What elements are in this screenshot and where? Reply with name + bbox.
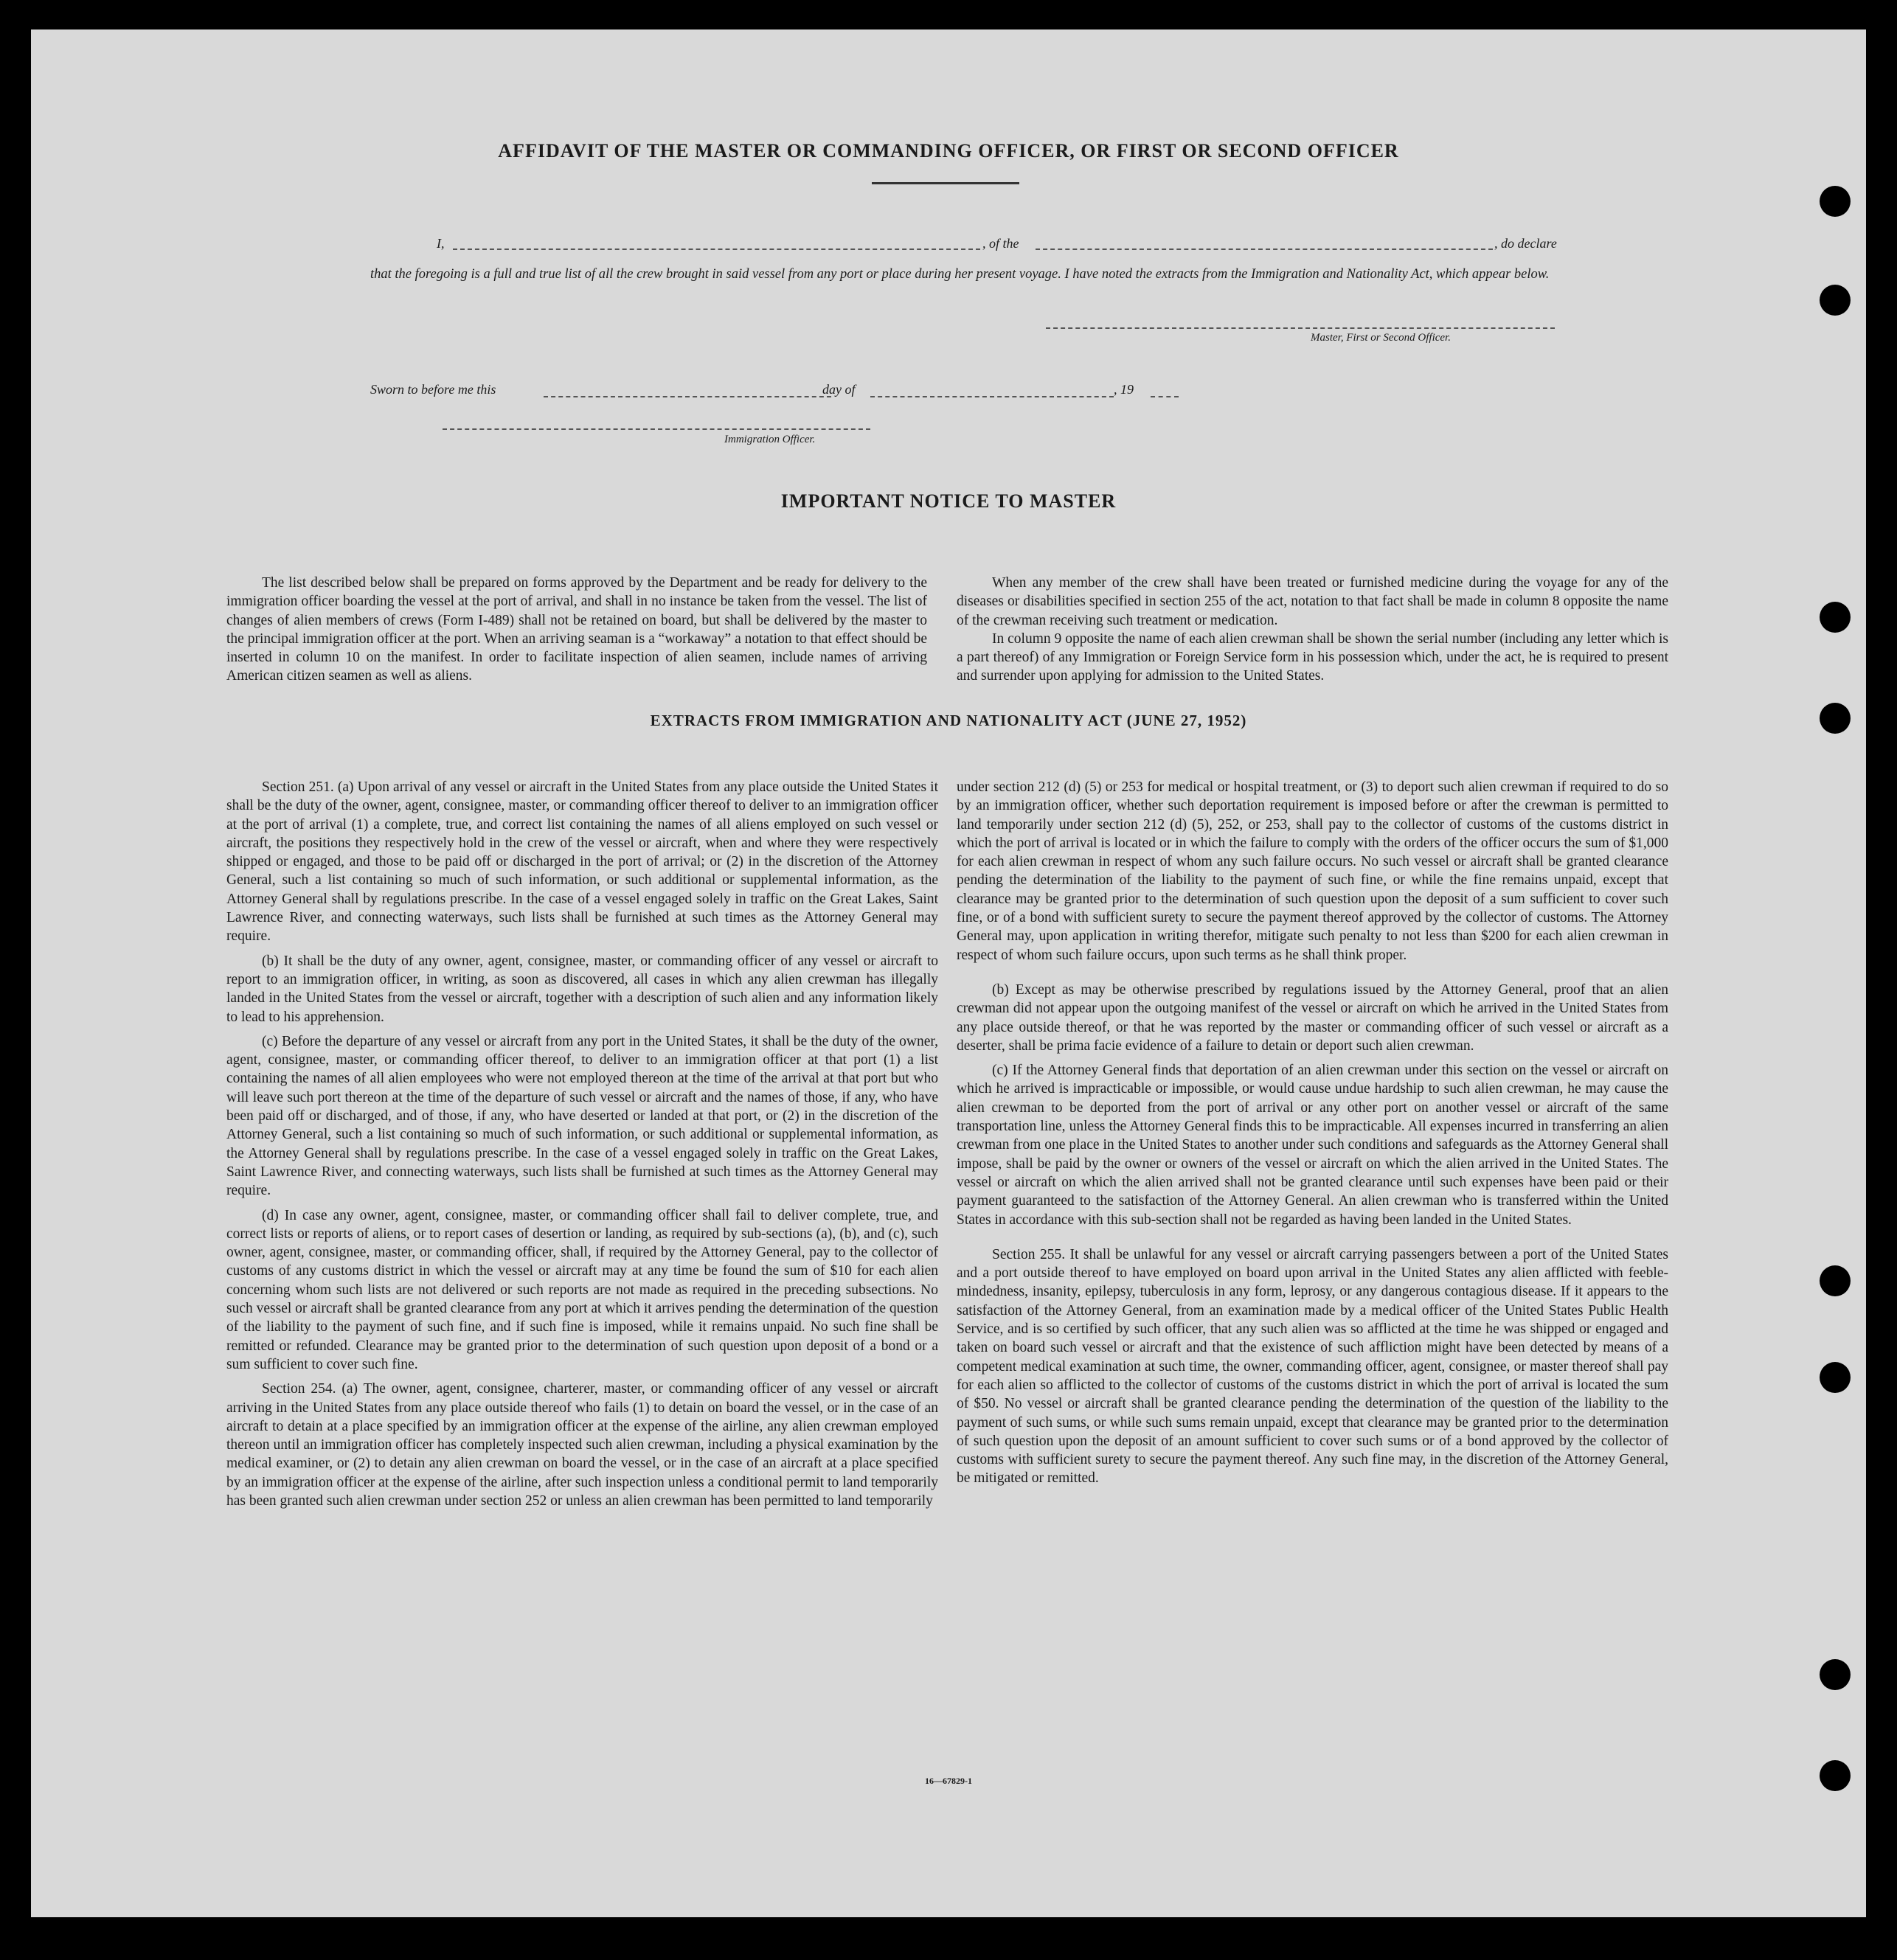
year-label: , 19	[1114, 382, 1134, 397]
section-251-d: (d) In case any owner, agent, consignee, master, or commanding officer shall fail to deliver complete, true, and correct lists or reports of aliens, or to report cases of desertion or landing, as required by sub-sections (a), (b), and (c), such owner, agent, consignee, master, or commanding officer, shall, if required by the Attorney General, pay to the collector of customs of any customs district in which the vessel or aircraft may at any time be found the sum of $10 for each alien concerning whom such lists are not delivered or such reports are not made as required in the preceding subsections. No such vessel or aircraft shall be granted clearance from any port at which it arrives pending the determination of the question of the liability to the payment of such fine, and if such fine is imposed, while it remains unpaid. No such fine shall be remitted or refunded. Clearance may be granted prior to the determination of such question upon deposit of a bond or a sum sufficient to cover such fine.	[226, 1207, 938, 1372]
title-underline	[872, 181, 1019, 184]
section-254-a: Section 254. (a) The owner, agent, consignee, charterer, master, or commanding officer of any vessel or aircraft arriving in the United States from any place outside thereof who fails (1) to detain on board the vessel, or in the case of an aircraft to detain at a place specified by an immigration officer at the expense of the airline, any alien crewman employed thereon until an immigration officer has completely inspected such alien crewman, including a physical examination by the medical examiner, or (2) to detain any alien crewman on board the vessel, or in the case of an aircraft at a place specified by an immigration officer at the expense of the airline, after such inspection unless a conditional permit to land temporarily has been granted such alien crewman under section 252 or unless an alien crewman has been permitted to land temporarily	[226, 1381, 938, 1509]
sworn-label: Sworn to before me this	[370, 382, 496, 397]
master-signature-line[interactable]	[1046, 327, 1555, 329]
section-251-c: (c) Before the departure of any vessel or aircraft from any port in the United States, it shall be the duty of the owner, agent, consignee, master, or commanding officer thereof, to deliver to an immigration officer at that port (1) a list containing the names of all alien employees who were not employed thereon at the time of the arrival at that port but who will leave such port thereon at the time of the departure of such vessel or aircraft and the names of those, if any, who have been paid off or discharged, and of those, if any, who have deserted or landed at that port, or (2) in the discretion of the Attorney General, such a list containing so much of such information, or such additional or supplemental information, as the Attorney General shall by regulations prescribe. In the case of a vessel engaged solely in traffic on the Great Lakes, Saint Lawrence River, and connecting waterways, such lists shall be furnished at such times as the Attorney General may require.	[226, 1033, 938, 1199]
punch-hole	[1820, 1659, 1851, 1690]
of-the-label: , of the	[982, 236, 1019, 251]
notice-title: IMPORTANT NOTICE TO MASTER	[780, 490, 1117, 512]
master-signature-label: Master, First or Second Officer.	[1311, 332, 1451, 344]
punch-hole	[1820, 602, 1851, 633]
day-of-label: day of	[822, 382, 856, 397]
year-field-line[interactable]	[1151, 395, 1179, 397]
notice-right-column	[957, 574, 1668, 686]
vessel-field-line[interactable]	[1036, 248, 1493, 250]
i-label: I,	[437, 236, 445, 251]
officer-signature-line[interactable]	[443, 428, 870, 430]
name-field-line[interactable]	[453, 248, 980, 250]
declaration-block	[370, 236, 1584, 288]
punch-hole	[1820, 285, 1851, 316]
do-declare-label: , do declare	[1494, 236, 1557, 251]
month-field-line[interactable]	[870, 395, 1114, 397]
notice-right-paragraph-2: In column 9 opposite the name of each alien crewman shall be shown the serial number (including any letter which is a part thereof) of any Immigration or Foreign Service form in his possession which, under the act, he is required to present and surrender upon applying for admission to the United States.	[957, 630, 1668, 684]
punch-hole	[1820, 186, 1851, 217]
section-251-a: Section 251. (a) Upon arrival of any vessel or aircraft in the United States from any place outside the United States it shall be the duty of the owner, agent, consignee, master, or commanding officer thereof to deliver to an immigration officer at the port of arrival (1) a complete, true, and correct list containing the names of all aliens employed on such vessel or aircraft, the positions they respectively hold in the crew of the vessel or aircraft, when and where they were respectively shipped or engaged, and those to be paid off or discharged in the port of arrival; or (2) in the discretion of the Attorney General, such a list containing so much of such information, or such additional or supplemental information, as the Attorney General shall by regulations prescribe. In the case of a vessel engaged solely in traffic on the Great Lakes, Saint Lawrence River, and connecting waterways, such lists shall be furnished at such times as the Attorney General may require.	[226, 779, 938, 945]
section-255: Section 255. It shall be unlawful for any vessel or aircraft carrying passengers between a port of the United States and a port outside thereof to have employed on board upon arrival in the United States any alien afflicted with feeble-mindedness, insanity, epilepsy, tuberculosis in any form, leprosy, or any dangerous contagious disease. If it appears to the satisfaction of the Attorney General, from an examination made by a medical officer of the United States Public Health Service, and is so certified by such officer, that any such alien was so afflicted at the time he was shipped or engaged and taken on board such vessel or aircraft and that the existence of such affliction might have been detected by means of a competent medical examination at such time, the owner, commanding officer, agent, consignee, or master thereof shall pay for each alien so afflicted to the collector of customs of the customs district in which the port of arrival is located the sum of $50. No vessel or aircraft shall be granted clearance pending the determination of the question of the liability to the payment of such sums, or while such sums remain unpaid, except that clearance may be granted prior to the determination of such question upon the deposit of an amount sufficient to cover such sums or of a bond approved by the collector of customs with sufficient surety to secure the payment thereof. Any such fine may, in the discretion of the Attorney General, be mitigated or remitted.	[957, 1246, 1668, 1487]
punch-hole	[1820, 1362, 1851, 1393]
notice-right-paragraph-1: When any member of the crew shall have been treated or furnished medicine during the voyage for any of the diseases or disabilities specified in section 255 of the act, notation to that fact shall be made in column 8 opposite the name of the crewman receiving such treatment or medication.	[957, 575, 1668, 628]
section-254-a-continued: under section 212 (d) (5) or 253 for medical or hospital treatment, or (3) to deport such alien crewman if required to do so by an immigration officer, whether such deportation requirement is imposed before or after the crewman is permitted to land temporarily under section 212 (d) (5), 252, or 253, shall pay to the collector of customs of the customs district in which the port of arrival is located or in which the failure to comply with the orders of the officer occurs the sum of $1,000 for each alien crewman in respect of whom any such failure occurs. No such vessel or aircraft shall be granted clearance pending the determination of the liability to the payment of such fine, or while the fine remains unpaid, except that clearance may be granted prior to the determination of such question upon the deposit of a sum sufficient to cover such fine, or of a bond with sufficient surety to secure the payment thereof approved by the collector of customs. The Attorney General may, upon application in writing therefor, mitigate such penalty to not less than $200 for each alien crewman in respect of whom such failure occurs, upon such terms as he shall think proper.	[957, 779, 1668, 963]
section-251-b: (b) It shall be the duty of any owner, agent, consignee, master, or commanding officer of any vessel or aircraft to report to an immigration officer, in writing, as soon as discovered, all cases in which any alien crewman has illegally landed in the United States from the vessel or aircraft, together with a description of such alien and any information likely to lead to his apprehension.	[226, 953, 938, 1025]
section-254-b: (b) Except as may be otherwise prescribed by regulations issued by the Attorney General, proof that an alien crewman did not appear upon the outgoing manifest of the vessel or aircraft on which he arrived in the United States from any place outside thereof, or that he was reported by the master or commanding officer of such vessel or aircraft as a deserter, shall be prima facie evidence of a failure to detain or deport such alien crewman.	[957, 981, 1668, 1054]
form-code: 16—67829-1	[925, 1776, 972, 1786]
extracts-title: EXTRACTS FROM IMMIGRATION AND NATIONALITY ACT (JUNE 27, 1952)	[650, 712, 1247, 729]
notice-left-column	[226, 574, 927, 686]
sworn-day-line[interactable]	[544, 395, 831, 397]
notice-left-paragraph: The list described below shall be prepared on forms approved by the Department and be ready for delivery to the immigration officer boarding the vessel at the port of arrival, and shall in no instance be taken from the vessel. The list of changes of alien members of crews (Form I-489) shall not be retained on board, but shall be delivered by the master to the principal immigration officer at the port. When an arriving seaman is a “workaway” a notation to that effect should be inserted in column 10 on the manifest. In order to facilitate inspection of alien seamen, include names of arriving American citizen seamen as well as aliens.	[226, 575, 927, 684]
punch-hole	[1820, 1265, 1851, 1296]
form-page	[31, 29, 1866, 1917]
extracts-right-column	[957, 778, 1668, 1494]
affidavit-title: AFFIDAVIT OF THE MASTER OR COMMANDING OFFICER, OR FIRST OR SECOND OFFICER	[498, 140, 1399, 161]
extracts-left-column	[226, 778, 938, 1516]
declaration-text: that the foregoing is a full and true list of all the crew brought in said vessel from any port or place during her present voyage. I have noted the extracts from the Immigration and Nationality Act, which appear below.	[370, 267, 1550, 282]
section-254-c: (c) If the Attorney General finds that deportation of an alien crewman under this section on the vessel or aircraft on which he arrived is impracticable or impossible, or would cause undue hardship to such alien crewman, he may cause the alien crewman to be deported from the port of arrival or any other port on another vessel or aircraft of the same transportation line, unless the Attorney General finds this to be impracticable. All expenses incurred in transferring an alien crewman from one place in the United States to another under such conditions and safeguards as the Attorney General shall impose, shall be paid by the owner or owners of the vessel or aircraft on which the alien arrived in the United States. The vessel or aircraft on which the alien arrived shall not be granted clearance until such expenses have been paid or their payment guaranteed to the satisfaction of the Attorney General. An alien crewman who is transferred within the United States in accordance with this sub-section shall not be regarded as having been landed in the United States.	[957, 1063, 1668, 1228]
officer-signature-label: Immigration Officer.	[724, 434, 816, 445]
